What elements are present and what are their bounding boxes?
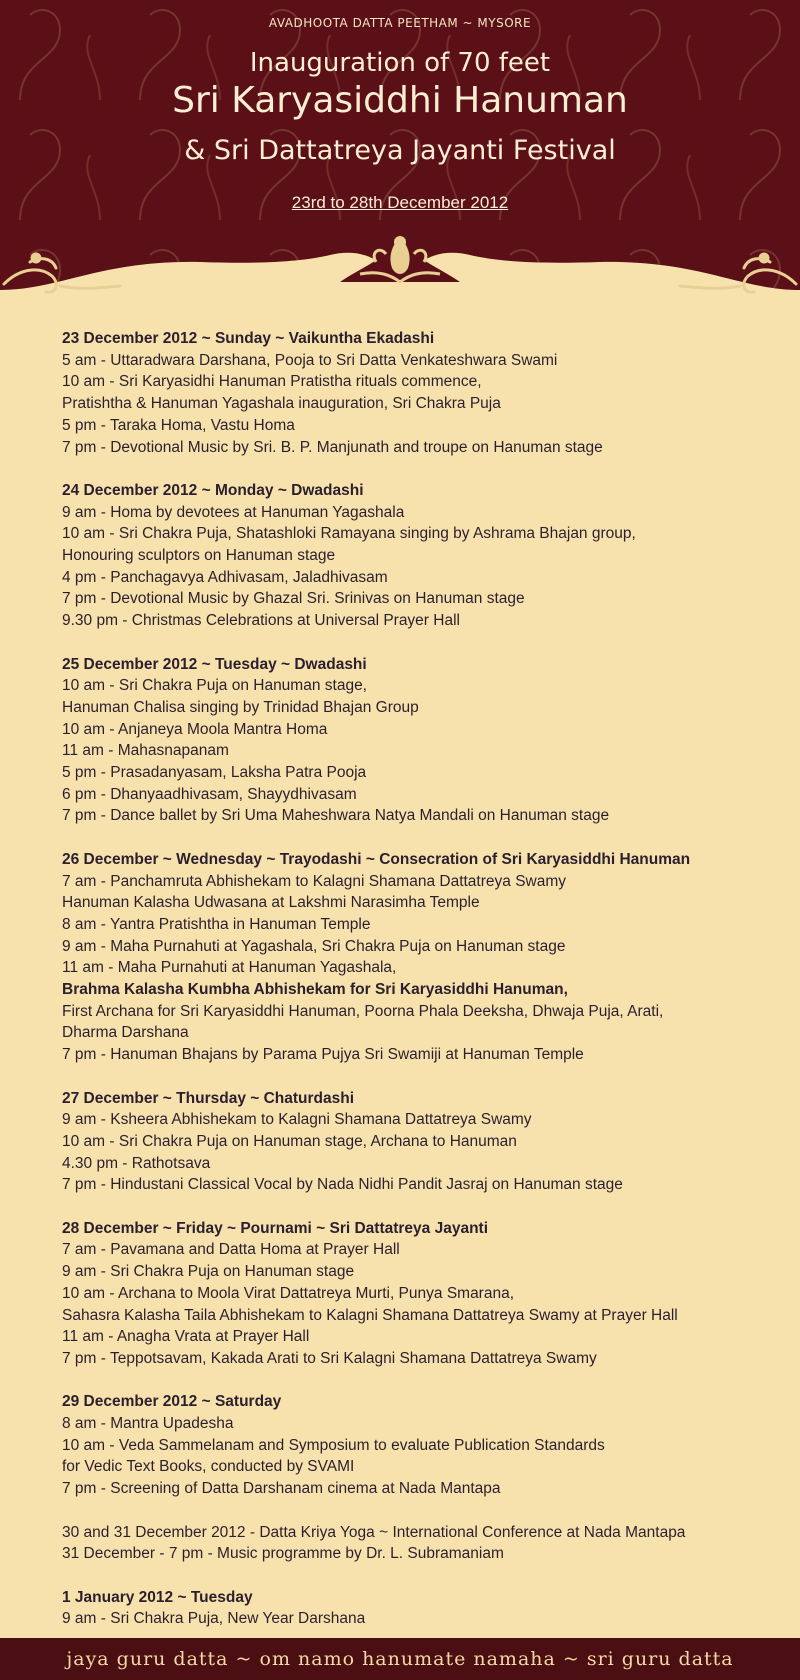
schedule-day <box>62 1218 782 1370</box>
schedule-line: 9 am - Homa by devotees at Hanuman Yagashala <box>62 503 405 521</box>
schedule-day <box>62 480 782 632</box>
schedule-day <box>62 1088 782 1197</box>
schedule-line: Hanuman Chalisa singing by Trinidad Bhajan Group <box>62 698 419 716</box>
schedule-line: 7 pm - Hindustani Classical Vocal by Nada Nidhi Pandit Jasraj on Hanuman stage <box>62 1176 623 1194</box>
schedule-line: 10 am - Sri Karyasidhi Hanuman Pratistha rituals commence, <box>62 373 482 391</box>
schedule-day <box>62 849 782 1066</box>
schedule-day <box>62 654 782 828</box>
schedule-line: 7 am - Panchamruta Abhishekam to Kalagni Shamana Dattatreya Swamy <box>62 872 567 890</box>
schedule-day <box>62 1587 782 1630</box>
schedule-line: 10 am - Archana to Moola Virat Dattatreya Murti, Punya Smarana, <box>62 1284 515 1302</box>
schedule-line: 7 pm - Hanuman Bhajans by Parama Pujya Sri Swamiji at Hanuman Temple <box>62 1046 584 1064</box>
schedule-line: 6 pm - Dhanyaadhivasam, Shayydhivasam <box>62 785 357 803</box>
schedule-line: 10 am - Veda Sammelanam and Symposium to evaluate Publication Standards <box>62 1436 605 1454</box>
title-line-1: Inauguration of 70 feet <box>249 48 551 78</box>
schedule-line: Honouring sculptors on Hanuman stage <box>62 547 336 565</box>
schedule-line: 7 pm - Screening of Datta Darshanam cinema at Nada Mantapa <box>62 1480 501 1498</box>
schedule-line: Pratishtha & Hanuman Yagashala inauguration, Sri Chakra Puja <box>62 395 501 413</box>
schedule-line: for Vedic Text Books, conducted by SVAMI <box>62 1458 355 1476</box>
schedule-line: 9.30 pm - Christmas Celebrations at Universal Prayer Hall <box>62 612 460 630</box>
schedule-line: 7 pm - Teppotsavam, Kakada Arati to Sri Kalagni Shamana Dattatreya Swamy <box>62 1349 597 1367</box>
schedule-line: 9 am - Ksheera Abhishekam to Kalagni Shamana Dattatreya Swamy <box>62 1111 532 1129</box>
day-heading: 23 December 2012 ~ Sunday ~ Vaikuntha Ekadashi <box>62 330 435 347</box>
organization-name: AVADHOOTA DATTA PEETHAM ~ MYSORE <box>268 16 532 30</box>
schedule-line: 31 December - 7 pm - Music programme by Dr. L. Subramaniam <box>62 1545 504 1563</box>
schedule-line: 8 am - Mantra Upadesha <box>62 1415 234 1433</box>
schedule-line: 7 pm - Devotional Music by Ghazal Sri. Srinivas on Hanuman stage <box>62 590 525 608</box>
schedule-line: 10 am - Sri Chakra Puja, Shatashloki Ramayana singing by Ashrama Bhajan group, <box>62 525 636 543</box>
footer-mantra: jaya guru datta ~ om namo hanumate namaha ~ sri guru datta <box>66 1648 734 1670</box>
schedule-line: 10 am - Sri Chakra Puja on Hanuman stage, Archana to Hanuman <box>62 1132 517 1150</box>
schedule-line: 10 am - Sri Chakra Puja on Hanuman stage, <box>62 677 367 695</box>
schedule-list <box>62 328 782 1652</box>
schedule-day <box>62 1391 782 1500</box>
schedule-line: 30 and 31 December 2012 - Datta Kriya Yoga ~ International Conference at Nada Mantapa <box>62 1523 686 1541</box>
schedule-day <box>62 1522 782 1565</box>
schedule-line: 5 am - Uttaradwara Darshana, Pooja to Sri Datta Venkateshwara Swami <box>62 351 558 369</box>
schedule-line: 5 pm - Taraka Homa, Vastu Homa <box>62 416 295 434</box>
schedule-line: 4 pm - Panchagavya Adhivasam, Jaladhivasam <box>62 568 388 586</box>
footer-banner <box>0 1638 800 1680</box>
day-heading: 29 December 2012 ~ Saturday <box>62 1393 282 1411</box>
day-heading: 1 January 2012 ~ Tuesday <box>62 1588 253 1606</box>
title-line-3: & Sri Dattatreya Jayanti Festival <box>184 135 616 166</box>
title-line-2: Sri Karyasiddhi Hanuman <box>172 80 628 121</box>
day-heading: 28 December ~ Friday ~ Pournami ~ Sri Dattatreya Jayanti <box>62 1219 489 1237</box>
day-heading: 24 December 2012 ~ Monday ~ Dwadashi <box>62 481 364 499</box>
schedule-line: 11 am - Anagha Vrata at Prayer Hall <box>62 1328 310 1346</box>
festival-dates: 23rd to 28th December 2012 <box>291 193 509 212</box>
day-heading: 26 December ~ Wednesday ~ Trayodashi ~ Consecration of Sri Karyasiddhi Hanuman <box>62 850 691 868</box>
schedule-line: 7 pm - Devotional Music by Sri. B. P. Manjunath and troupe on Hanuman stage <box>62 438 603 456</box>
schedule-line: First Archana for Sri Karyasiddhi Hanuman, Poorna Phala Deeksha, Dhwaja Puja, Arati, <box>62 1002 664 1020</box>
header-banner <box>0 0 800 330</box>
schedule-line: 4.30 pm - Rathotsava <box>62 1154 211 1172</box>
schedule-line: 9 am - Sri Chakra Puja on Hanuman stage <box>62 1263 355 1281</box>
schedule-line: Dharma Darshana <box>62 1024 189 1042</box>
schedule-line: 7 am - Pavamana and Datta Homa at Prayer Hall <box>62 1241 400 1259</box>
schedule-line: 9 am - Maha Purnahuti at Yagashala, Sri Chakra Puja on Hanuman stage <box>62 937 566 955</box>
schedule-day <box>62 328 782 458</box>
day-heading: 27 December ~ Thursday ~ Chaturdashi <box>62 1089 355 1107</box>
schedule-line: Hanuman Kalasha Udwasana at Lakshmi Narasimha Temple <box>62 894 480 912</box>
schedule-line: 11 am - Mahasnapanam <box>62 742 229 760</box>
schedule-line: 7 pm - Dance ballet by Sri Uma Maheshwara Natya Mandali on Hanuman stage <box>62 807 610 825</box>
schedule-line: 10 am - Anjaneya Moola Mantra Homa <box>62 720 328 738</box>
schedule-line: 9 am - Sri Chakra Puja, New Year Darshana <box>62 1610 366 1628</box>
schedule-line: Brahma Kalasha Kumbha Abhishekam for Sri Karyasiddhi Hanuman, <box>62 981 568 999</box>
schedule-line: 5 pm - Prasadanyasam, Laksha Patra Pooja <box>62 764 367 782</box>
day-heading: 25 December 2012 ~ Tuesday ~ Dwadashi <box>62 655 367 673</box>
schedule-line: Sahasra Kalasha Taila Abhishekam to Kalagni Shamana Dattatreya Swamy at Prayer Hall <box>62 1306 678 1324</box>
schedule-line: 8 am - Yantra Pratishtha in Hanuman Temple <box>62 915 371 933</box>
schedule-line: 11 am - Maha Purnahuti at Hanuman Yagashala, <box>62 959 397 977</box>
